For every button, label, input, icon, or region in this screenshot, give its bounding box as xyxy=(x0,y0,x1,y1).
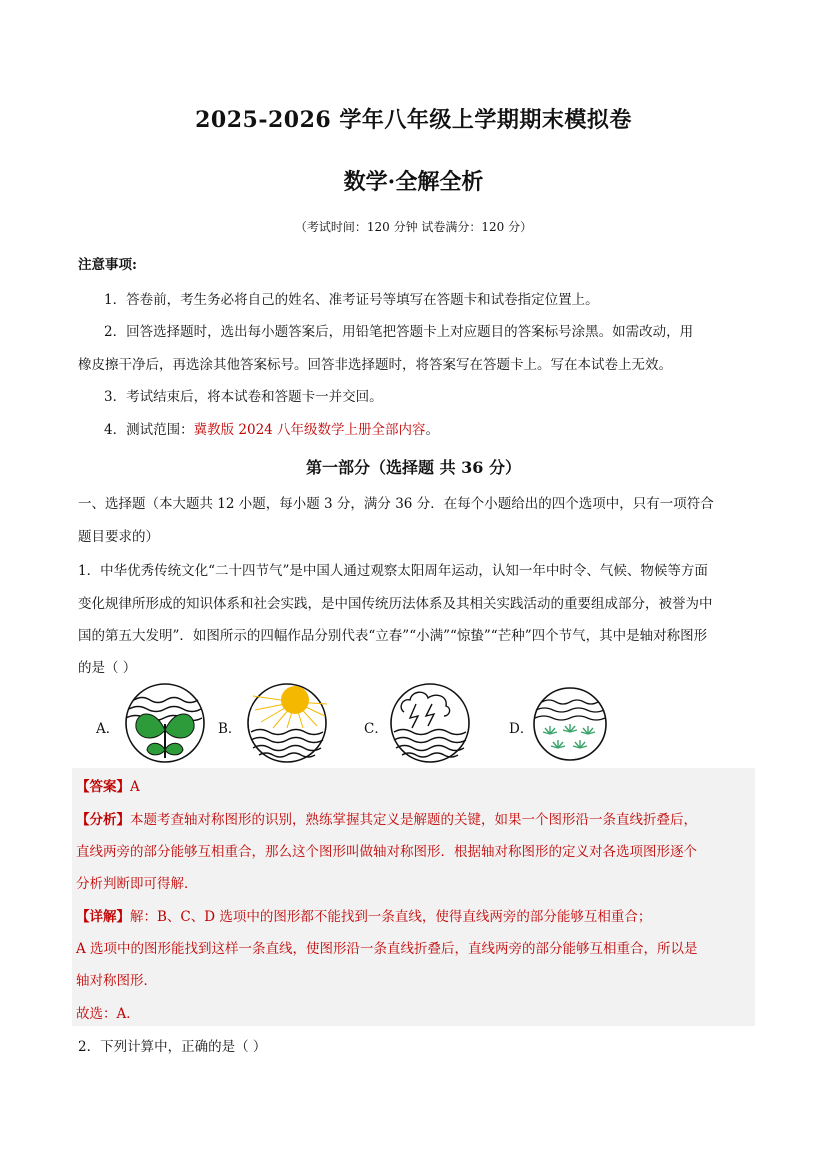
analysis-line-3: 分析判断即可得解． xyxy=(76,876,198,892)
analysis-line-1: 【分析】本题考查轴对称图形的识别，熟练掌握其定义是解题的关键，如果一个图形沿一条直线折叠后， xyxy=(76,812,697,828)
notice-item-2-cont: 橡皮擦干净后，再选涂其他答案标号。回答非选择题时，将答案写在答题卡上。写在本试卷上无效。 xyxy=(78,357,672,373)
notice-item-3: 3．考试结束后，将本试卷和答题卡一并交回。 xyxy=(104,389,383,405)
notice-heading: 注意事项: xyxy=(78,257,137,273)
option-c-label: C． xyxy=(364,721,388,737)
sun-icon xyxy=(243,682,331,764)
answer-panel xyxy=(72,768,755,1026)
thunder-cloud-icon xyxy=(386,682,474,764)
option-b-label: B． xyxy=(218,721,242,737)
part1-heading: 第一部分（选择题 共 36 分） xyxy=(306,458,521,477)
question-2: 2．下列计算中，正确的是（ ） xyxy=(78,1039,267,1055)
question-1-line-4: 的是（ ） xyxy=(78,660,137,676)
detail-line-1: 【详解】解：B、C、D 选项中的图形都不能找到一条直线，使得直线两旁的部分能够互相重合； xyxy=(76,909,652,925)
grass-icon xyxy=(530,686,610,762)
question-1-line-3: 国的第五大发明”．如图所示的四幅作品分别代表“立春”“小满”“惊蛰”“芒种”四个节气，其中是轴对称图形 xyxy=(78,628,708,644)
detail-line-3: 轴对称图形． xyxy=(76,973,157,989)
notice-item-1: 1．答卷前，考生务必将自己的姓名、准考证号等填写在答题卡和试卷指定位置上。 xyxy=(104,292,599,308)
page-title: 2025-2026 学年八年级上学期期末模拟卷 xyxy=(195,107,632,133)
analysis-line-2: 直线两旁的部分能够互相重合，那么这个图形叫做轴对称图形．根据轴对称图形的定义对各选项图形逐个 xyxy=(76,844,697,860)
conclusion-line: 故选：A． xyxy=(76,1006,140,1022)
question-1-line-1: 1．中华优秀传统文化“二十四节气”是中国人通过观察太阳周年运动，认知一年中时令、气候、物候等方面 xyxy=(78,563,708,579)
question-1-line-2: 变化规律所形成的知识体系和社会实践，是中国传统历法体系及其相关实践活动的重要组成部分，被誉为中 xyxy=(78,596,713,612)
option-a-figure xyxy=(120,682,210,768)
notice-item-2: 2．回答选择题时，选出每小题答案后，用铅笔把答题卡上对应题目的答案标号涂黑。如需改动，用 xyxy=(104,324,694,340)
section-instructions-cont: 题目要求的） xyxy=(78,529,159,545)
option-d-figure xyxy=(530,686,610,766)
answer-line: 【答案】A xyxy=(76,779,140,795)
exam-info: （考试时间：120 分钟 试卷满分：120 分） xyxy=(294,220,533,234)
option-b-figure xyxy=(243,682,331,768)
sprout-icon xyxy=(120,682,210,764)
option-a-label: A． xyxy=(96,721,120,737)
page-subtitle: 数学·全解全析 xyxy=(343,169,484,195)
detail-line-2: A 选项中的图形能找到这样一条直线，使图形沿一条直线折叠后，直线两旁的部分能够互相重合，所以是 xyxy=(76,941,698,957)
section-instructions: 一、选择题（本大题共 12 小题，每小题 3 分，满分 36 分．在每个小题给出的四个选项中，只有一项符合 xyxy=(78,496,714,512)
answer-value: A xyxy=(130,779,140,795)
scope-text: 冀教版 2024 八年级数学上册全部内容 xyxy=(193,422,426,438)
option-c-figure xyxy=(386,682,474,768)
notice-item-4: 4．测试范围：冀教版 2024 八年级数学上册全部内容。 xyxy=(104,422,440,438)
option-d-label: D． xyxy=(509,721,534,737)
